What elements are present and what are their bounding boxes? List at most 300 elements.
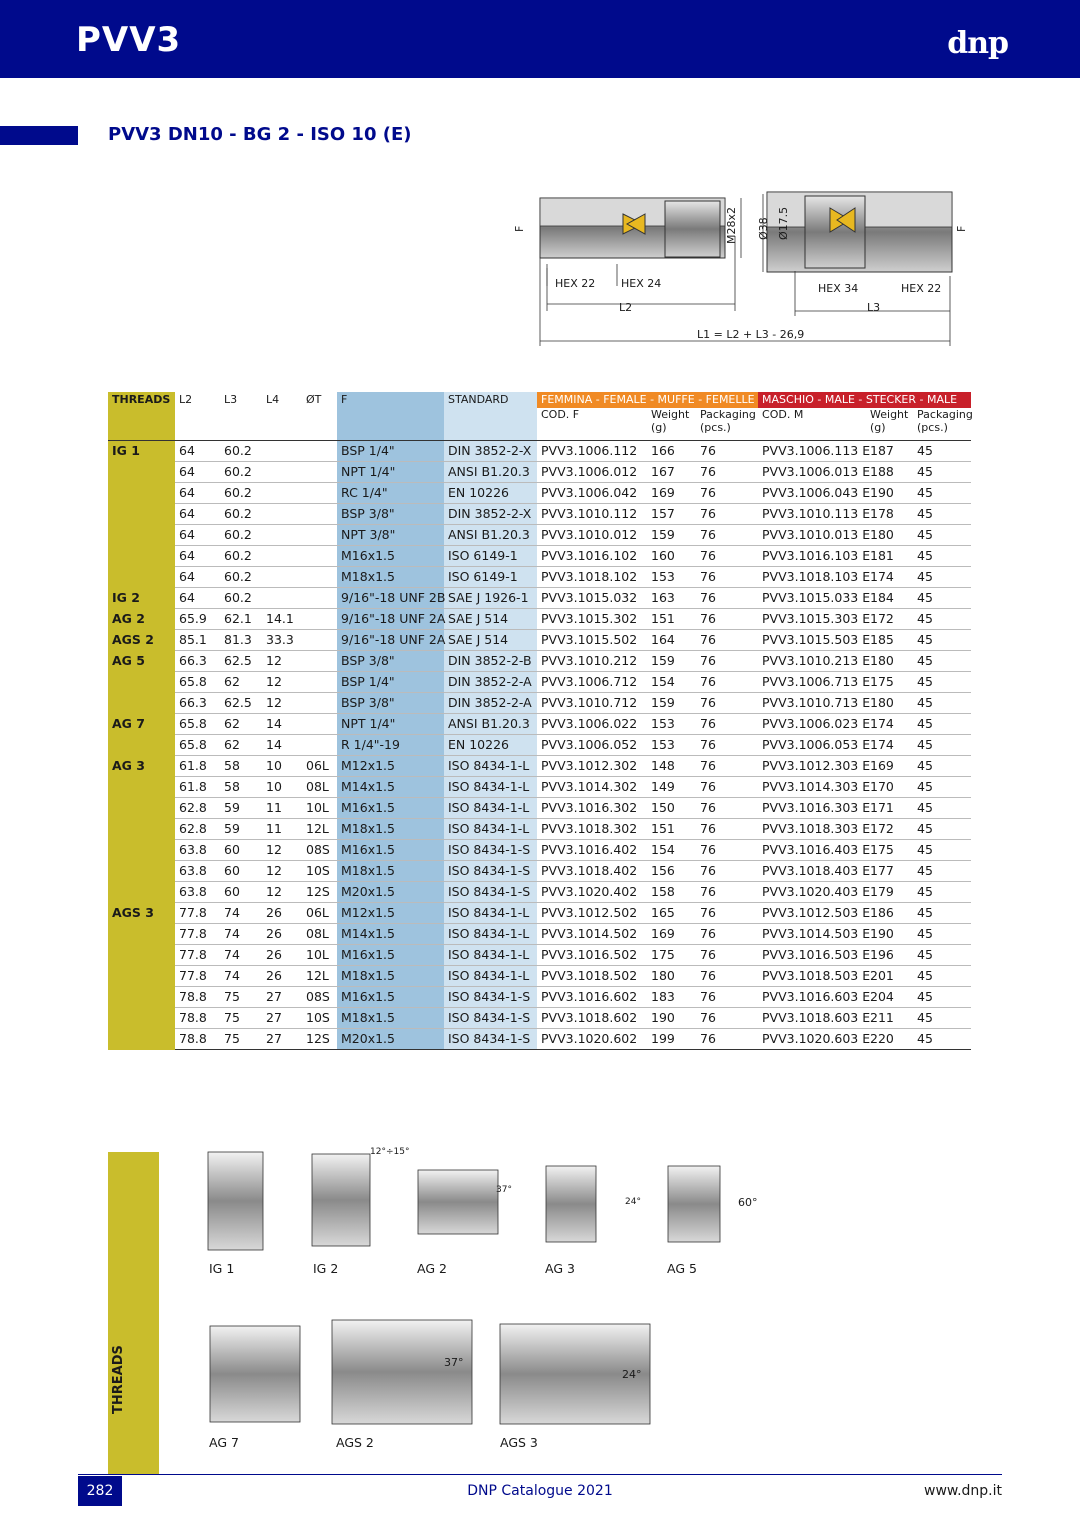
table-cell: PVV3.1014.303 E	[758, 777, 866, 798]
table-row	[108, 483, 971, 504]
table-cell: 45	[913, 987, 971, 1008]
table-cell: NPT 3/8"	[337, 525, 444, 546]
table-cell: M14x1.5	[337, 777, 444, 798]
thread-group-cell	[108, 924, 175, 945]
table-cell: 77.8	[175, 903, 220, 924]
table-cell: 10	[262, 756, 302, 777]
table-cell: 60	[220, 840, 262, 861]
table-cell	[302, 567, 337, 588]
col-female: FEMMINA - FEMALE - MUFFE - FEMELLE	[537, 392, 758, 408]
table-cell: 10S	[302, 1008, 337, 1029]
table-cell: PVV3.1012.503 E	[758, 903, 866, 924]
table-cell: PVV3.1016.103 E	[758, 546, 866, 567]
table-cell: 154	[647, 672, 696, 693]
table-row	[108, 1008, 971, 1029]
table-row	[108, 693, 971, 714]
table-cell: 60	[220, 861, 262, 882]
table-cell: 12	[262, 861, 302, 882]
table-cell: 170	[866, 777, 913, 798]
table-cell: 76	[696, 756, 758, 777]
table-row	[108, 504, 971, 525]
table-cell: 27	[262, 987, 302, 1008]
table-cell: 76	[696, 651, 758, 672]
table-cell: 204	[866, 987, 913, 1008]
table-cell: PVV3.1010.212	[537, 651, 647, 672]
table-cell: 08L	[302, 924, 337, 945]
table-cell: PVV3.1015.502	[537, 630, 647, 651]
table-cell: 60.2	[220, 546, 262, 567]
table-cell: DIN 3852-2-B	[444, 651, 537, 672]
thread-group-cell	[108, 777, 175, 798]
table-cell: 175	[647, 945, 696, 966]
table-cell: PVV3.1006.113 E	[758, 441, 866, 462]
table-cell: 77.8	[175, 966, 220, 987]
drawing-label-hex34: HEX 34	[818, 282, 859, 295]
table-cell: 76	[696, 840, 758, 861]
table-cell: 64	[175, 567, 220, 588]
table-cell: 158	[647, 882, 696, 903]
table-cell	[302, 462, 337, 483]
thread-group-cell	[108, 861, 175, 882]
table-cell: PVV3.1020.402	[537, 882, 647, 903]
table-cell: PVV3.1016.603 E	[758, 987, 866, 1008]
table-cell: M18x1.5	[337, 567, 444, 588]
table-cell: 190	[647, 1008, 696, 1029]
table-cell: PVV3.1006.052	[537, 735, 647, 756]
table-cell: 165	[647, 903, 696, 924]
thread-group-cell	[108, 819, 175, 840]
table-cell: 12S	[302, 882, 337, 903]
table-cell: 11	[262, 798, 302, 819]
thread-group-cell	[108, 966, 175, 987]
footer-line	[78, 1474, 1002, 1475]
table-cell: 188	[866, 462, 913, 483]
table-cell: 26	[262, 903, 302, 924]
drawing-label-hex22a: HEX 22	[555, 277, 596, 290]
table-cell: 66.3	[175, 651, 220, 672]
table-cell: 78.8	[175, 987, 220, 1008]
table-cell: BSP 3/8"	[337, 651, 444, 672]
table-cell: PVV3.1014.502	[537, 924, 647, 945]
table-cell: M18x1.5	[337, 966, 444, 987]
table-cell: 58	[220, 777, 262, 798]
table-cell: 45	[913, 714, 971, 735]
table-cell: PVV3.1006.013 E	[758, 462, 866, 483]
table-row	[108, 462, 971, 483]
table-cell	[302, 483, 337, 504]
table-cell: 60.2	[220, 441, 262, 462]
table-cell: 154	[647, 840, 696, 861]
table-cell: 74	[220, 903, 262, 924]
table-cell: 169	[647, 924, 696, 945]
table-cell	[262, 546, 302, 567]
thread-group-cell	[108, 693, 175, 714]
table-cell: PVV3.1006.112	[537, 441, 647, 462]
col-cod-f: COD. F	[537, 408, 647, 441]
table-cell: 76	[696, 966, 758, 987]
table-cell: 14.1	[262, 609, 302, 630]
table-cell: ISO 8434-1-S	[444, 1029, 537, 1050]
table-cell: 185	[866, 630, 913, 651]
table-cell: 174	[866, 714, 913, 735]
col-weight-f: Weight (g)	[647, 408, 696, 441]
thread-label-ag7: AG 7	[209, 1435, 239, 1450]
table-cell: 27	[262, 1029, 302, 1050]
table-cell: 33.3	[262, 630, 302, 651]
table-cell	[302, 630, 337, 651]
table-row	[108, 777, 971, 798]
table-cell: ISO 8434-1-S	[444, 840, 537, 861]
table-cell: PVV3.1012.302	[537, 756, 647, 777]
table-cell: 148	[647, 756, 696, 777]
table-row	[108, 861, 971, 882]
table-cell: 08S	[302, 987, 337, 1008]
table-cell: PVV3.1016.102	[537, 546, 647, 567]
table-cell: PVV3.1014.302	[537, 777, 647, 798]
table-cell: PVV3.1015.303 E	[758, 609, 866, 630]
table-cell: 62	[220, 672, 262, 693]
table-cell	[262, 441, 302, 462]
table-cell: PVV3.1010.713 E	[758, 693, 866, 714]
table-cell: PVV3.1018.602	[537, 1008, 647, 1029]
table-cell: 10L	[302, 798, 337, 819]
table-cell: ANSI B1.20.3	[444, 525, 537, 546]
table-row	[108, 672, 971, 693]
table-cell: BSP 3/8"	[337, 504, 444, 525]
table-cell: 76	[696, 924, 758, 945]
table-row	[108, 651, 971, 672]
drawing-label-hex22b: HEX 22	[901, 282, 942, 295]
table-cell: M12x1.5	[337, 756, 444, 777]
thread-label-ags3: AGS 3	[500, 1435, 538, 1450]
table-cell: PVV3.1015.032	[537, 588, 647, 609]
table-cell: 12L	[302, 966, 337, 987]
thread-label-ags2: AGS 2	[336, 1435, 374, 1450]
table-cell: 45	[913, 693, 971, 714]
table-row	[108, 882, 971, 903]
drawing-label-f-right: F	[955, 225, 968, 232]
table-row	[108, 714, 971, 735]
thread-group-cell	[108, 504, 175, 525]
table-cell: 76	[696, 462, 758, 483]
table-cell: 169	[866, 756, 913, 777]
thread-group-cell	[108, 1029, 175, 1050]
table-cell: 65.8	[175, 735, 220, 756]
table-cell: 77.8	[175, 924, 220, 945]
table-cell: 60.2	[220, 525, 262, 546]
table-cell: 12S	[302, 1029, 337, 1050]
thread-figures-row2	[200, 1300, 670, 1430]
table-cell	[302, 651, 337, 672]
thread-group-cell: AG 2	[108, 609, 175, 630]
header-bar	[0, 0, 1080, 78]
spec-table-body	[108, 441, 971, 1050]
table-cell: NPT 1/4"	[337, 714, 444, 735]
thread-group-cell: AG 3	[108, 756, 175, 777]
table-cell: M16x1.5	[337, 840, 444, 861]
table-cell: 76	[696, 861, 758, 882]
ag7-figure	[210, 1326, 300, 1422]
table-cell: 65.8	[175, 714, 220, 735]
table-cell: 27	[262, 1008, 302, 1029]
thread-group-cell	[108, 546, 175, 567]
table-cell: 10	[262, 777, 302, 798]
thread-figures-row1	[200, 1140, 780, 1250]
table-cell: 157	[647, 504, 696, 525]
table-cell: M16x1.5	[337, 987, 444, 1008]
thread-group-cell	[108, 987, 175, 1008]
table-cell: 06L	[302, 903, 337, 924]
table-cell: M18x1.5	[337, 861, 444, 882]
col-cod-m: COD. M	[758, 408, 866, 441]
table-cell: 45	[913, 966, 971, 987]
col-male: MASCHIO - MALE - STECKER - MALE	[758, 392, 971, 408]
table-cell: 164	[647, 630, 696, 651]
table-cell: 76	[696, 546, 758, 567]
table-cell: 174	[866, 567, 913, 588]
table-cell: PVV3.1010.012	[537, 525, 647, 546]
table-cell: DIN 3852-2-X	[444, 504, 537, 525]
table-cell: PVV3.1020.603 E	[758, 1029, 866, 1050]
table-cell: 45	[913, 819, 971, 840]
ag5-figure	[668, 1166, 720, 1242]
table-cell: EN 10226	[444, 735, 537, 756]
table-row	[108, 945, 971, 966]
table-cell: 64	[175, 483, 220, 504]
table-cell: PVV3.1016.303 E	[758, 798, 866, 819]
table-cell: 63.8	[175, 861, 220, 882]
table-cell	[262, 483, 302, 504]
table-cell: PVV3.1012.502	[537, 903, 647, 924]
table-cell: PVV3.1016.602	[537, 987, 647, 1008]
table-cell: 179	[866, 882, 913, 903]
table-cell: 60	[220, 882, 262, 903]
table-cell: 58	[220, 756, 262, 777]
thread-group-cell	[108, 567, 175, 588]
table-cell: PVV3.1018.402	[537, 861, 647, 882]
table-cell: 160	[647, 546, 696, 567]
table-cell	[262, 504, 302, 525]
table-row	[108, 819, 971, 840]
table-cell: PVV3.1010.113 E	[758, 504, 866, 525]
table-cell: 211	[866, 1008, 913, 1029]
table-cell: DIN 3852-2-X	[444, 441, 537, 462]
table-cell: PVV3.1018.503 E	[758, 966, 866, 987]
table-cell: PVV3.1014.503 E	[758, 924, 866, 945]
table-cell: 76	[696, 441, 758, 462]
table-cell: 45	[913, 546, 971, 567]
table-cell: 64	[175, 525, 220, 546]
table-row	[108, 924, 971, 945]
table-cell: ANSI B1.20.3	[444, 462, 537, 483]
table-cell: 9/16"-18 UNF 2B	[337, 588, 444, 609]
table-cell: 186	[866, 903, 913, 924]
table-row	[108, 630, 971, 651]
footer-website[interactable]: www.dnp.it	[924, 1483, 1002, 1499]
table-cell: ISO 8434-1-L	[444, 903, 537, 924]
thread-group-cell	[108, 462, 175, 483]
table-cell: PVV3.1018.102	[537, 567, 647, 588]
table-cell: PVV3.1006.023 E	[758, 714, 866, 735]
col-standard: STANDARD	[444, 392, 537, 408]
table-cell: 45	[913, 651, 971, 672]
table-cell: 45	[913, 840, 971, 861]
thread-group-cell	[108, 840, 175, 861]
col-l3: L3	[224, 393, 238, 406]
drawing-label-f-left: F	[513, 225, 526, 232]
ig2-figure	[312, 1154, 370, 1246]
table-cell: M12x1.5	[337, 903, 444, 924]
table-cell: ISO 8434-1-L	[444, 756, 537, 777]
drawing-label-l3: L3	[867, 301, 881, 314]
table-cell: R 1/4"-19	[337, 735, 444, 756]
table-cell: 74	[220, 924, 262, 945]
table-cell: 62.1	[220, 609, 262, 630]
table-cell: PVV3.1018.502	[537, 966, 647, 987]
table-row	[108, 903, 971, 924]
ag2-angle: 37°	[496, 1185, 512, 1195]
table-cell: 172	[866, 819, 913, 840]
table-cell: PVV3.1018.403 E	[758, 861, 866, 882]
table-cell: 81.3	[220, 630, 262, 651]
spec-table	[108, 392, 971, 1050]
table-cell: ISO 8434-1-L	[444, 819, 537, 840]
table-cell: 196	[866, 945, 913, 966]
table-cell: 151	[647, 819, 696, 840]
table-cell: PVV3.1012.303 E	[758, 756, 866, 777]
table-cell: NPT 1/4"	[337, 462, 444, 483]
table-cell: 61.8	[175, 777, 220, 798]
table-cell: 10L	[302, 945, 337, 966]
table-cell	[302, 546, 337, 567]
table-cell: 9/16"-18 UNF 2A	[337, 630, 444, 651]
coupling-drawing	[505, 176, 968, 351]
table-cell: 187	[866, 441, 913, 462]
table-row	[108, 735, 971, 756]
table-cell: 167	[647, 462, 696, 483]
table-cell: 64	[175, 462, 220, 483]
table-cell: 74	[220, 945, 262, 966]
table-cell: 45	[913, 861, 971, 882]
table-cell: 60.2	[220, 462, 262, 483]
table-cell: 45	[913, 483, 971, 504]
table-cell: 45	[913, 882, 971, 903]
thread-label-ig1: IG 1	[209, 1261, 235, 1276]
table-cell: DIN 3852-2-A	[444, 693, 537, 714]
table-cell: 76	[696, 903, 758, 924]
table-cell: 45	[913, 609, 971, 630]
table-cell: 45	[913, 903, 971, 924]
dnp-logo: dnp	[947, 26, 1008, 61]
thread-group-cell	[108, 672, 175, 693]
table-cell: 08S	[302, 840, 337, 861]
table-cell: M16x1.5	[337, 798, 444, 819]
drawing-label-hex24: HEX 24	[621, 277, 662, 290]
table-cell: 76	[696, 945, 758, 966]
table-cell: 12	[262, 882, 302, 903]
table-cell: 75	[220, 1029, 262, 1050]
ag2-figure	[418, 1170, 498, 1234]
table-cell: 10S	[302, 861, 337, 882]
table-cell: 201	[866, 966, 913, 987]
table-cell: PVV3.1006.713 E	[758, 672, 866, 693]
table-cell: 12	[262, 840, 302, 861]
table-cell: 76	[696, 630, 758, 651]
table-cell: 08L	[302, 777, 337, 798]
table-cell: 75	[220, 987, 262, 1008]
table-cell: 62.8	[175, 798, 220, 819]
table-cell: 180	[866, 651, 913, 672]
table-cell: 60.2	[220, 483, 262, 504]
table-cell: SAE J 514	[444, 609, 537, 630]
table-cell: 66.3	[175, 693, 220, 714]
table-cell: ISO 8434-1-S	[444, 1008, 537, 1029]
thread-group-cell: AG 7	[108, 714, 175, 735]
thread-label-ig2: IG 2	[313, 1261, 339, 1276]
table-row	[108, 798, 971, 819]
table-cell: 76	[696, 882, 758, 903]
section-title: PVV3 DN10 - BG 2 - ISO 10 (E)	[108, 124, 412, 145]
drawing-label-d38: Ø38	[757, 217, 770, 240]
drawing-label-l2: L2	[619, 301, 633, 314]
thread-group-cell: IG 1	[108, 441, 175, 462]
col-threads: THREADS	[108, 392, 175, 408]
col-ot: ØT	[306, 393, 322, 406]
table-cell: 163	[647, 588, 696, 609]
table-cell	[302, 609, 337, 630]
table-cell: PVV3.1015.503 E	[758, 630, 866, 651]
table-cell: 76	[696, 735, 758, 756]
table-cell: PVV3.1006.053 E	[758, 735, 866, 756]
table-cell: 26	[262, 945, 302, 966]
table-cell: PVV3.1020.403 E	[758, 882, 866, 903]
table-cell: 78.8	[175, 1029, 220, 1050]
threads-side-label: THREADS	[111, 1345, 126, 1414]
table-cell	[262, 525, 302, 546]
table-row	[108, 1029, 971, 1050]
table-cell: 45	[913, 1008, 971, 1029]
table-cell: 183	[647, 987, 696, 1008]
thread-group-cell	[108, 945, 175, 966]
table-cell: 76	[696, 525, 758, 546]
table-cell: PVV3.1018.103 E	[758, 567, 866, 588]
table-cell: 60.2	[220, 504, 262, 525]
table-cell: 180	[647, 966, 696, 987]
thread-label-ag5: AG 5	[667, 1261, 697, 1276]
table-cell: 65.8	[175, 672, 220, 693]
table-cell: ISO 6149-1	[444, 546, 537, 567]
table-cell: 181	[866, 546, 913, 567]
table-cell: 166	[647, 441, 696, 462]
table-cell: PVV3.1015.033 E	[758, 588, 866, 609]
table-row	[108, 441, 971, 462]
table-row	[108, 840, 971, 861]
table-cell: M20x1.5	[337, 1029, 444, 1050]
table-cell: PVV3.1016.302	[537, 798, 647, 819]
drawing-label-l1: L1 = L2 + L3 - 26,9	[697, 328, 805, 341]
table-cell: ISO 8434-1-S	[444, 987, 537, 1008]
table-cell: PVV3.1010.013 E	[758, 525, 866, 546]
ag3-figure	[546, 1166, 596, 1242]
table-cell: 12	[262, 693, 302, 714]
table-cell: 12L	[302, 819, 337, 840]
table-cell: 64	[175, 441, 220, 462]
thread-label-ag3: AG 3	[545, 1261, 575, 1276]
table-row	[108, 966, 971, 987]
page-number: 282	[78, 1476, 122, 1506]
table-cell: 149	[647, 777, 696, 798]
table-cell: 45	[913, 525, 971, 546]
